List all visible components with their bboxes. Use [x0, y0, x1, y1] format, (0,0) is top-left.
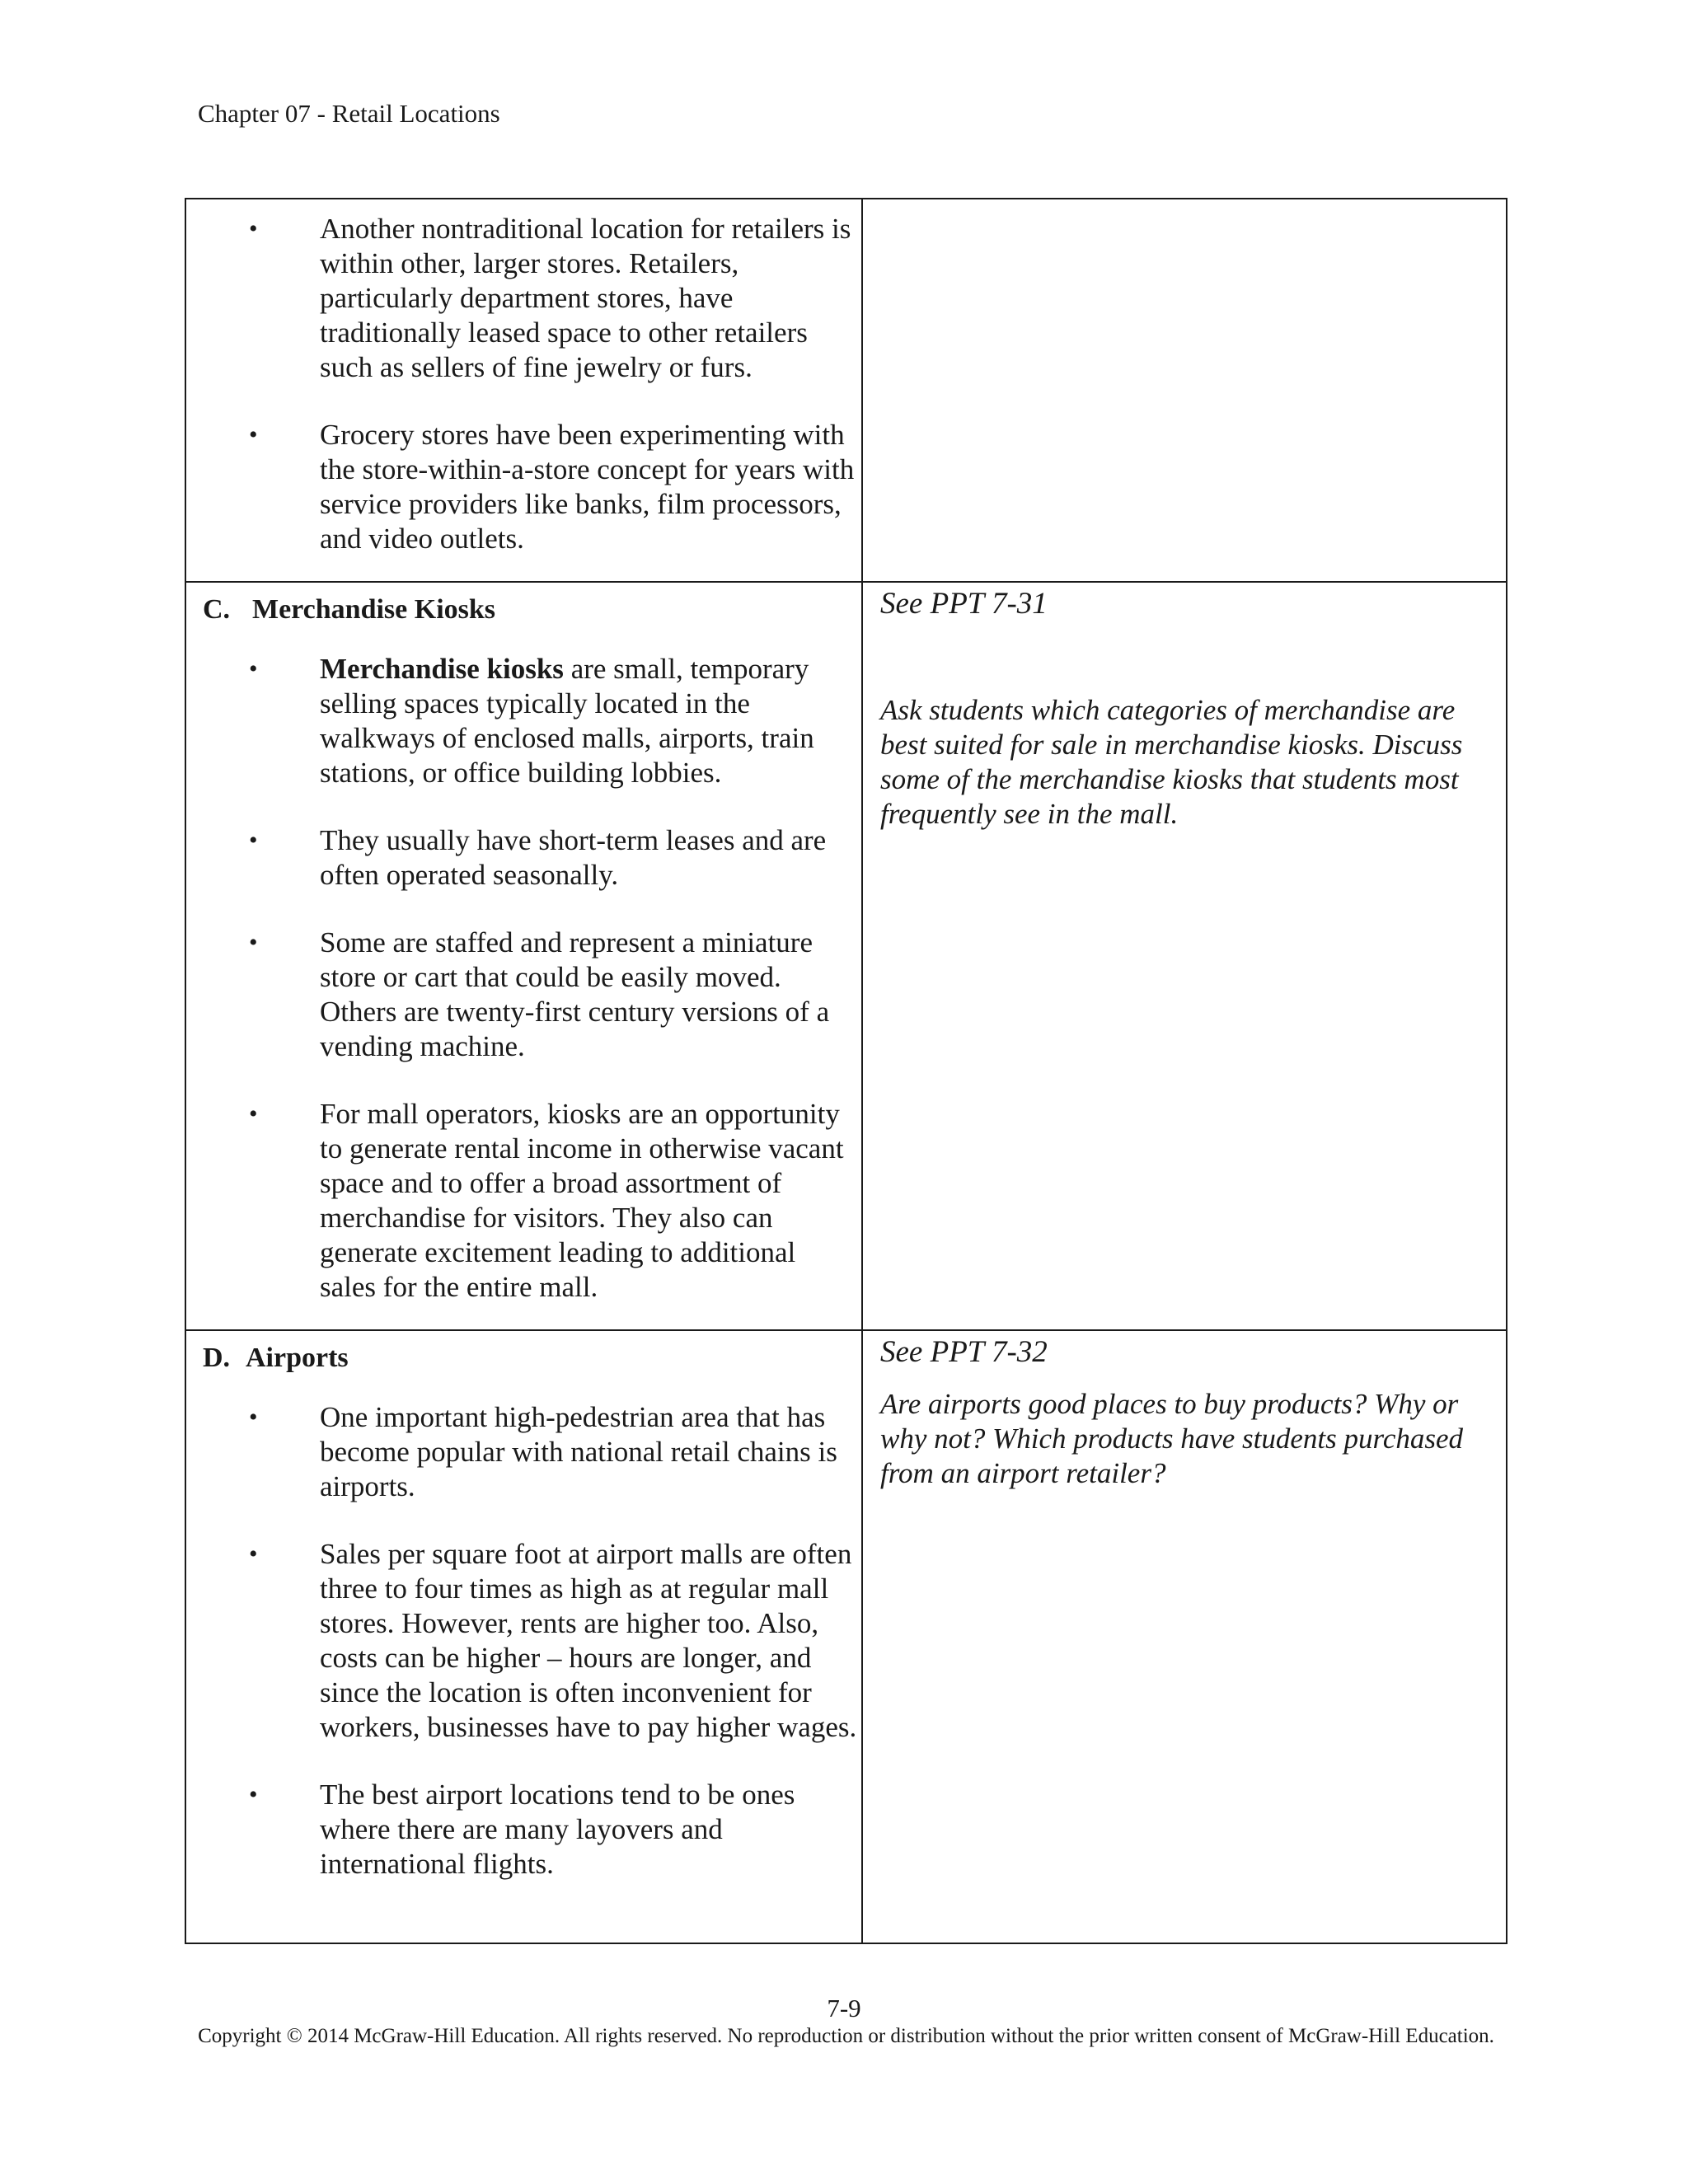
outline-cell [186, 583, 861, 1329]
list-item [249, 1400, 859, 1504]
bullet-text: One important high-pedestrian area that has become popular with national retail chains is airports. [320, 1401, 837, 1502]
ppt-reference: See PPT 7-32 [880, 1335, 1048, 1369]
list-item [249, 1778, 859, 1882]
section-heading [203, 1341, 349, 1376]
lecture-notes-table [185, 198, 1507, 1944]
bullet-icon: • [249, 1781, 258, 1808]
bullet-text: The best airport locations tend to be ones where there are many layovers and international flights. [320, 1779, 795, 1880]
bullet-icon: • [249, 929, 258, 956]
bullet-icon: • [249, 1404, 258, 1431]
page-number: 7-9 [827, 1994, 861, 2022]
page-header: Chapter 07 - Retail Locations [198, 99, 500, 128]
copyright-notice: Copyright © 2014 McGraw-Hill Education. All rights reserved. No reproduction or distribution without the prior written consent of McGraw-Hill Education. [198, 2025, 1494, 2047]
section-heading [203, 593, 495, 627]
bullet-text: Some are staffed and represent a miniature store or cart that could be easily moved. Others are twenty-first century versions of a vending machine. [320, 926, 830, 1062]
instructor-note: Ask students which categories of merchandise are best suited for sale in merchandise kiosks. Discuss some of the merchandise kiosks that students most frequently see in the mall. [880, 694, 1463, 830]
table-row [186, 581, 1506, 1329]
bullet-list [249, 652, 859, 1338]
bullet-text: They usually have short-term leases and are often operated seasonally. [320, 824, 827, 891]
defined-term: Merchandise kiosks [320, 653, 564, 685]
list-item [249, 926, 859, 1064]
bullet-text: are small, temporary selling spaces typically located in the walkways of enclosed malls, airports, train stations, or office building lobbies. [320, 653, 814, 789]
notes-cell [864, 1331, 1506, 1943]
column-divider [861, 1331, 863, 1943]
list-item [249, 652, 859, 790]
list-item [249, 1537, 859, 1745]
notes-cell [864, 199, 1506, 581]
table-row [186, 1329, 1506, 1943]
column-divider [861, 199, 863, 581]
bullet-text: Another nontraditional location for retailers is within other, larger stores. Retailers, particularly department stores, have traditionally leased space to other retailers such as sellers of fine jewelry or furs. [320, 213, 851, 383]
ppt-reference: See PPT 7-31 [880, 587, 1048, 621]
list-item [249, 823, 859, 893]
bullet-icon: • [249, 215, 258, 242]
list-item [249, 1097, 859, 1305]
section-title: Merchandise Kiosks [252, 594, 496, 625]
section-letter: D. [203, 1343, 231, 1373]
list-item [249, 212, 859, 385]
section-title: Airports [246, 1343, 349, 1373]
instructor-note: Are airports good places to buy products? Why or why not? Which products have students purchased from an airport retailer? [880, 1388, 1464, 1489]
bullet-list [249, 1400, 859, 1915]
bullet-icon: • [249, 1100, 258, 1127]
bullet-icon: • [249, 827, 258, 854]
outline-cell [186, 1331, 861, 1943]
bullet-icon: • [249, 655, 258, 682]
bullet-text: For mall operators, kiosks are an opportunity to generate rental income in otherwise vacant space and to offer a broad assortment of merchandise for visitors. They also can generate excitement leading to additional sales for the entire mall. [320, 1098, 844, 1303]
bullet-icon: • [249, 1540, 258, 1568]
outline-cell [186, 199, 861, 581]
bullet-text: Grocery stores have been experimenting with the store-within-a-store concept for years with service providers like banks, film processors, and video outlets. [320, 419, 855, 555]
section-letter: C. [203, 594, 231, 625]
notes-cell [864, 583, 1506, 1329]
bullet-text: Sales per square foot at airport malls are often three to four times as high as at regular mall stores. However, rents are higher too. Also, costs can be higher – hours are longer, and since the location is often inconvenient for workers, businesses have to pay higher wages. [320, 1538, 857, 1743]
table-row [186, 199, 1506, 581]
bullet-list [249, 212, 859, 589]
list-item [249, 418, 859, 556]
column-divider [861, 583, 863, 1329]
bullet-icon: • [249, 421, 258, 448]
